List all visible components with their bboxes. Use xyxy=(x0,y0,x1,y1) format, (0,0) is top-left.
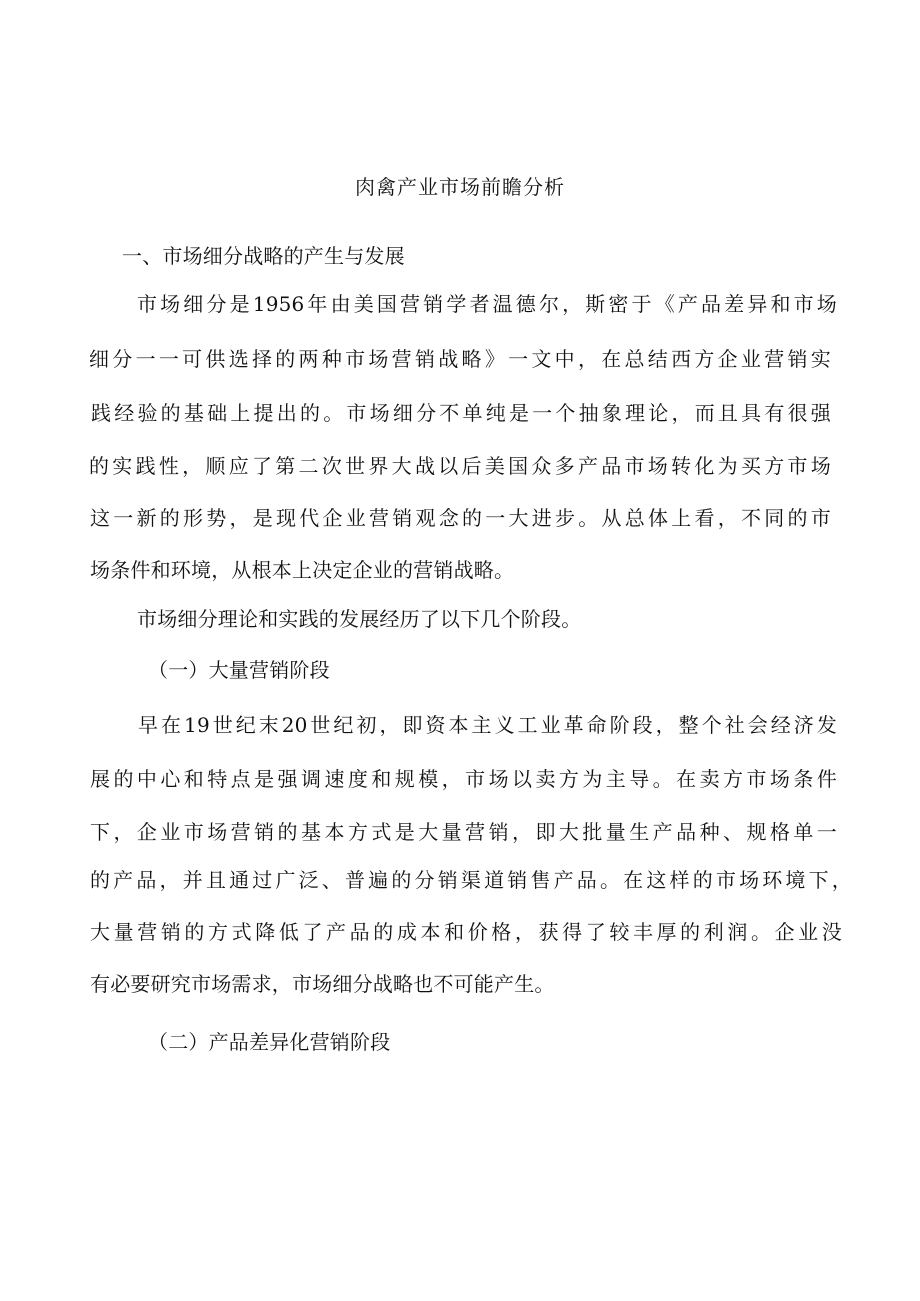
paragraph-line: 的实践性，顺应了第二次世界大战以后美国众多产品市场转化为买方市场 xyxy=(89,454,831,478)
paragraph-line: 早在19世纪末20世纪初，即资本主义工业革命阶段，整个社会经济发 xyxy=(138,713,837,737)
section-heading: 一、市场细分战略的产生与发展 xyxy=(122,244,405,268)
paragraph: 市场细分理论和实践的发展经历了以下几个阶段。 xyxy=(137,607,582,631)
subheading: （二）产品差异化营销阶段 xyxy=(148,1030,391,1054)
paragraph-line: 践经验的基础上提出的。市场细分不单纯是一个抽象理论，而且具有很强 xyxy=(91,401,831,425)
paragraph-line: 的产品，并且通过广泛、普遍的分销渠道销售产品。在这样的市场环境下， xyxy=(90,868,852,892)
paragraph-line: 展的中心和特点是强调速度和规模，市场以卖方为主导。在卖方市场条件 xyxy=(90,767,837,791)
document-title: 肉禽产业市场前瞻分析 xyxy=(355,175,565,199)
paragraph-line: 这一新的形势，是现代企业营销观念的一大进步。从总体上看，不同的市 xyxy=(90,506,831,530)
paragraph-line: 细分一一可供选择的两种市场营销战略》一文中，在总结西方企业营销实 xyxy=(89,347,831,371)
paragraph-line: 场条件和环境，从根本上决定企业的营销战略。 xyxy=(90,558,515,582)
paragraph-line: 有必要研究市场需求，市场细分战略也不可能产生。 xyxy=(90,972,555,996)
paragraph-line: 大量营销的方式降低了产品的成本和价格，获得了较丰厚的利润。企业没 xyxy=(90,920,842,944)
subheading: （一）大量营销阶段 xyxy=(148,658,330,682)
paragraph-line: 下，企业市场营销的基本方式是大量营销，即大批量生产品种、规格单一 xyxy=(90,820,837,844)
paragraph-line: 市场细分是1956年由美国营销学者温德尔，斯密于《产品差异和市场 xyxy=(137,292,837,316)
